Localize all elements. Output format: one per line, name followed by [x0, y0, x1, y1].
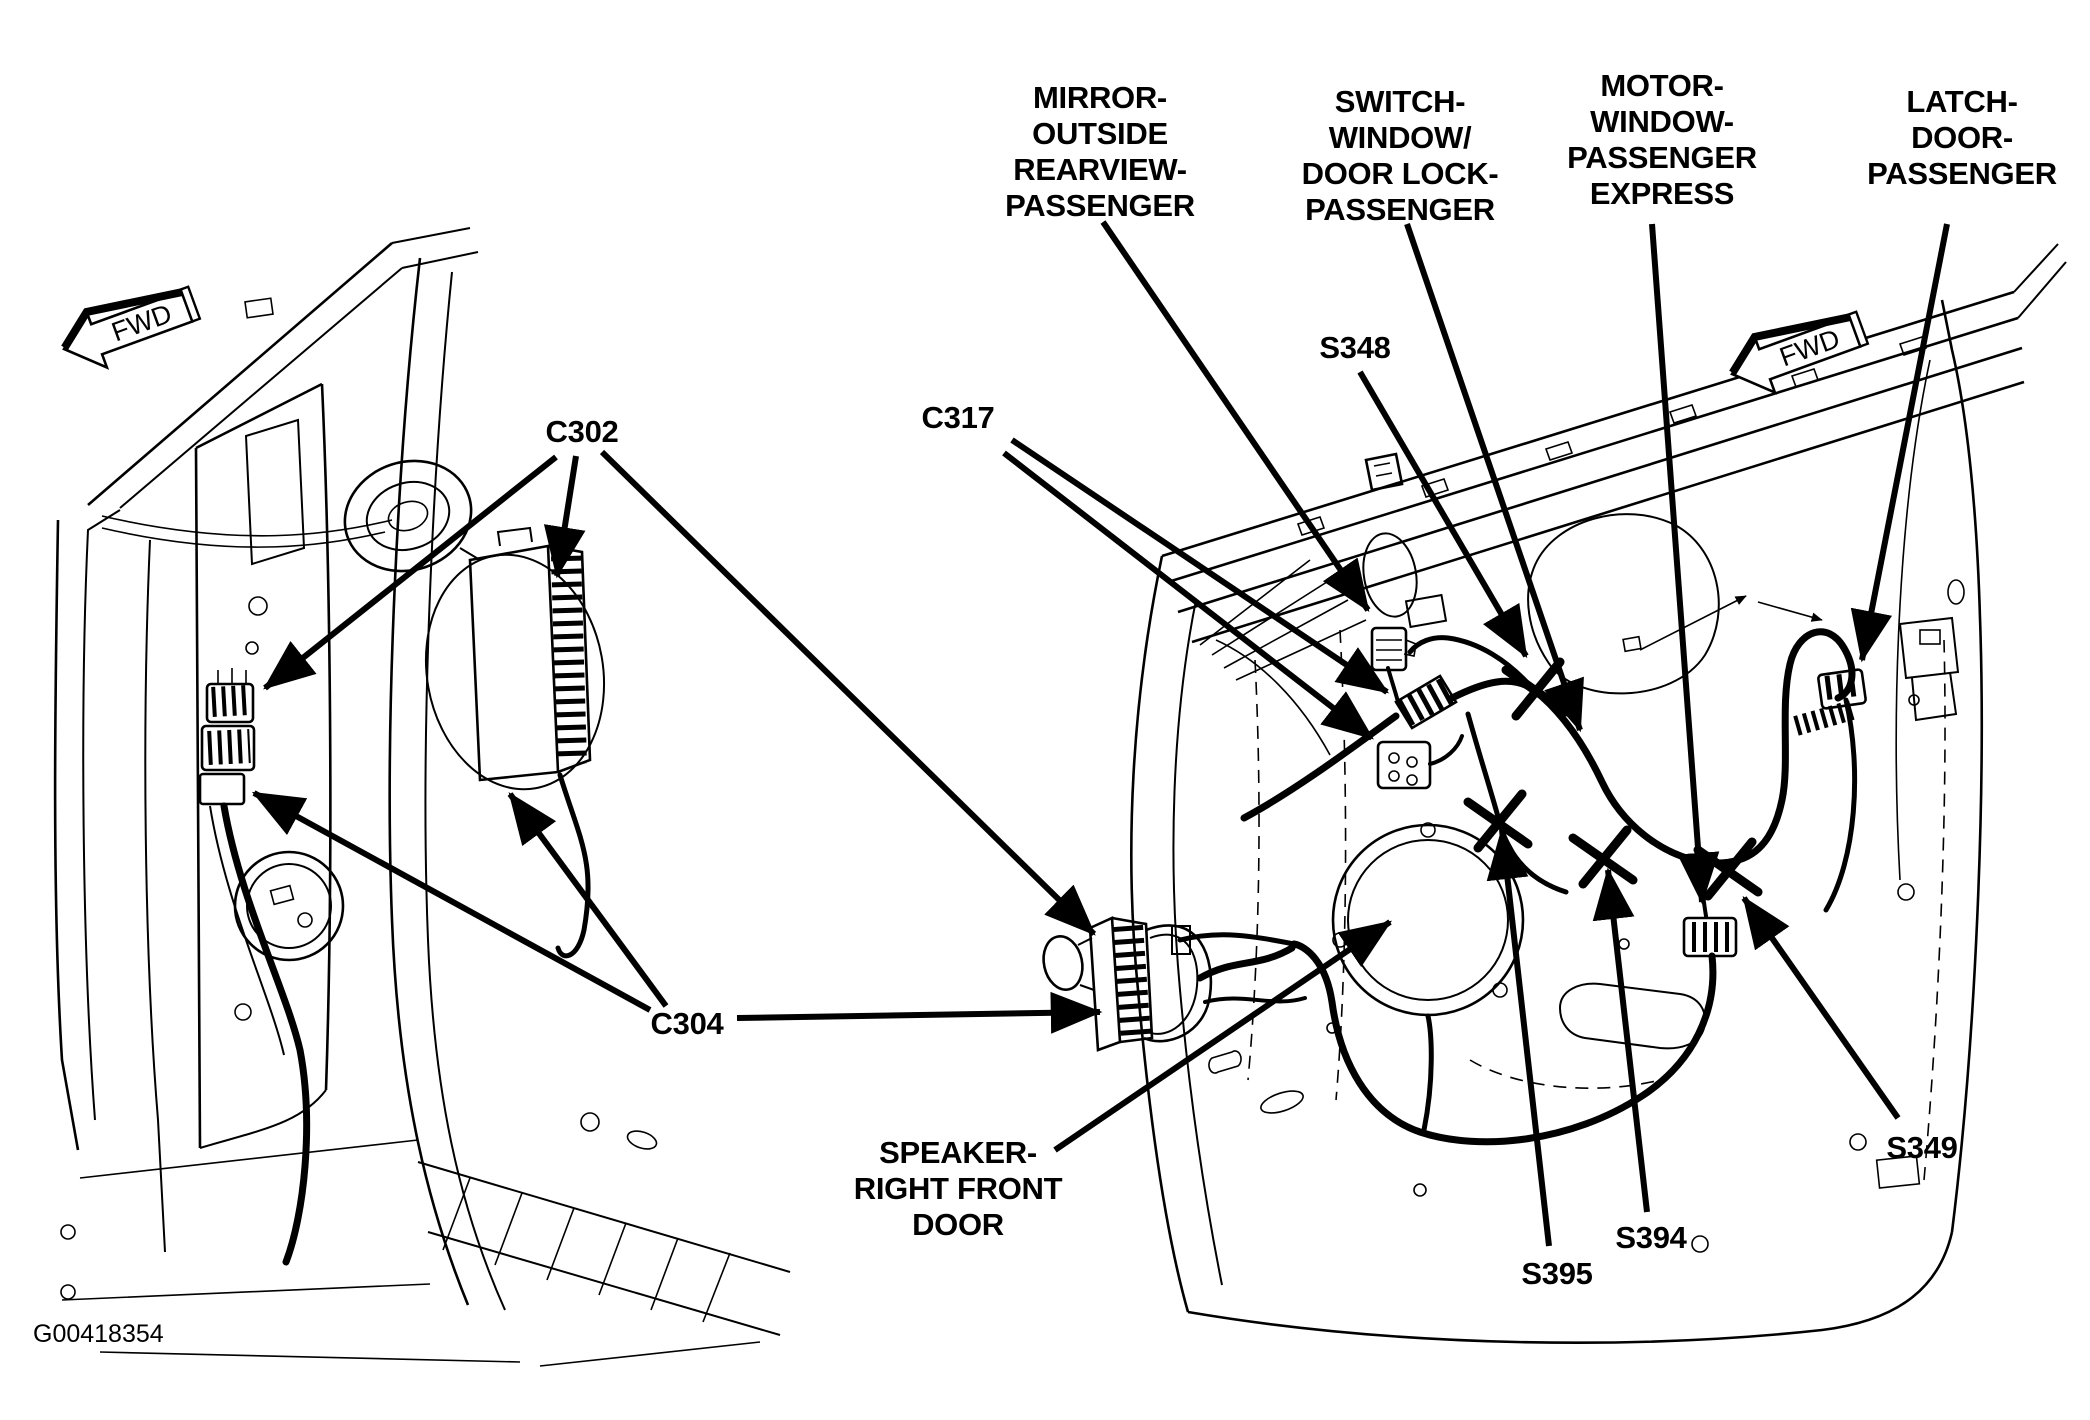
leader-s349	[1744, 898, 1898, 1118]
fwd-arrow-left	[54, 275, 204, 379]
leader-c317-a	[1012, 440, 1387, 692]
latch-connector	[1818, 669, 1866, 709]
callout-c317: C317	[921, 400, 995, 435]
c317-connector	[1378, 736, 1462, 788]
fwd-arrow-right	[1722, 300, 1872, 404]
leader-c302-a	[265, 457, 556, 688]
callout-c304: C304	[650, 1006, 724, 1041]
callout-line: MIRROR-	[1033, 80, 1167, 115]
front-door-structure	[1131, 244, 2066, 1343]
leader-motor	[1652, 224, 1702, 902]
splice-x-s394	[1573, 830, 1633, 884]
callout-line: PASSENGER	[1005, 188, 1195, 223]
callout-line: REARVIEW-	[1013, 152, 1187, 187]
callout-motor	[1567, 68, 1757, 212]
callout-line: DOOR	[912, 1207, 1004, 1242]
callout-line: WINDOW-	[1590, 104, 1734, 139]
leader-latch	[1862, 224, 1947, 660]
splice-x-s349	[1698, 842, 1758, 896]
body-connector-stack	[200, 668, 254, 804]
callout-s394: S394	[1615, 1220, 1687, 1255]
callout-line: SPEAKER-	[879, 1135, 1037, 1170]
leader-s395	[1502, 830, 1549, 1246]
body-side-structure	[55, 228, 790, 1366]
door-top-clip	[1366, 454, 1402, 490]
callout-line: PASSENGER	[1867, 156, 2057, 191]
fwd-label-left: FWD	[107, 298, 176, 348]
leader-arrows	[254, 222, 1947, 1246]
callout-line: LATCH-	[1906, 84, 2018, 119]
callout-line: MOTOR-	[1600, 68, 1724, 103]
callout-line: EXPRESS	[1589, 176, 1735, 211]
callout-switch	[1302, 84, 1499, 228]
body-harness	[210, 806, 307, 1262]
figure-id: G00418354	[33, 1320, 164, 1348]
callout-line: DOOR-	[1911, 120, 2013, 155]
mirror-connector	[1372, 595, 1446, 670]
callout-line: OUTSIDE	[1032, 116, 1168, 151]
leader-c304-c	[737, 1012, 1100, 1018]
callout-s349: S349	[1886, 1130, 1958, 1165]
callout-speaker	[854, 1135, 1063, 1243]
fwd-label-right: FWD	[1775, 323, 1844, 373]
callout-line: RIGHT FRONT	[853, 1171, 1063, 1206]
window-motor-connector	[1684, 918, 1736, 956]
callout-line: PASSENGER	[1567, 140, 1757, 175]
leader-mirror	[1103, 222, 1368, 610]
callout-line: PASSENGER	[1305, 192, 1495, 227]
splice-marks	[1468, 662, 1758, 896]
leader-c302-c	[602, 452, 1094, 934]
leader-c317-b	[1004, 453, 1372, 738]
callout-line: DOOR LOCK-	[1301, 156, 1499, 191]
callout-s348: S348	[1319, 330, 1391, 365]
callout-line: WINDOW/	[1328, 120, 1472, 155]
callout-s395: S395	[1521, 1256, 1593, 1291]
callout-latch	[1867, 84, 2057, 192]
callout-mirror	[1005, 80, 1195, 224]
callout-c302: C302	[545, 414, 619, 449]
callout-line: SWITCH-	[1334, 84, 1466, 119]
